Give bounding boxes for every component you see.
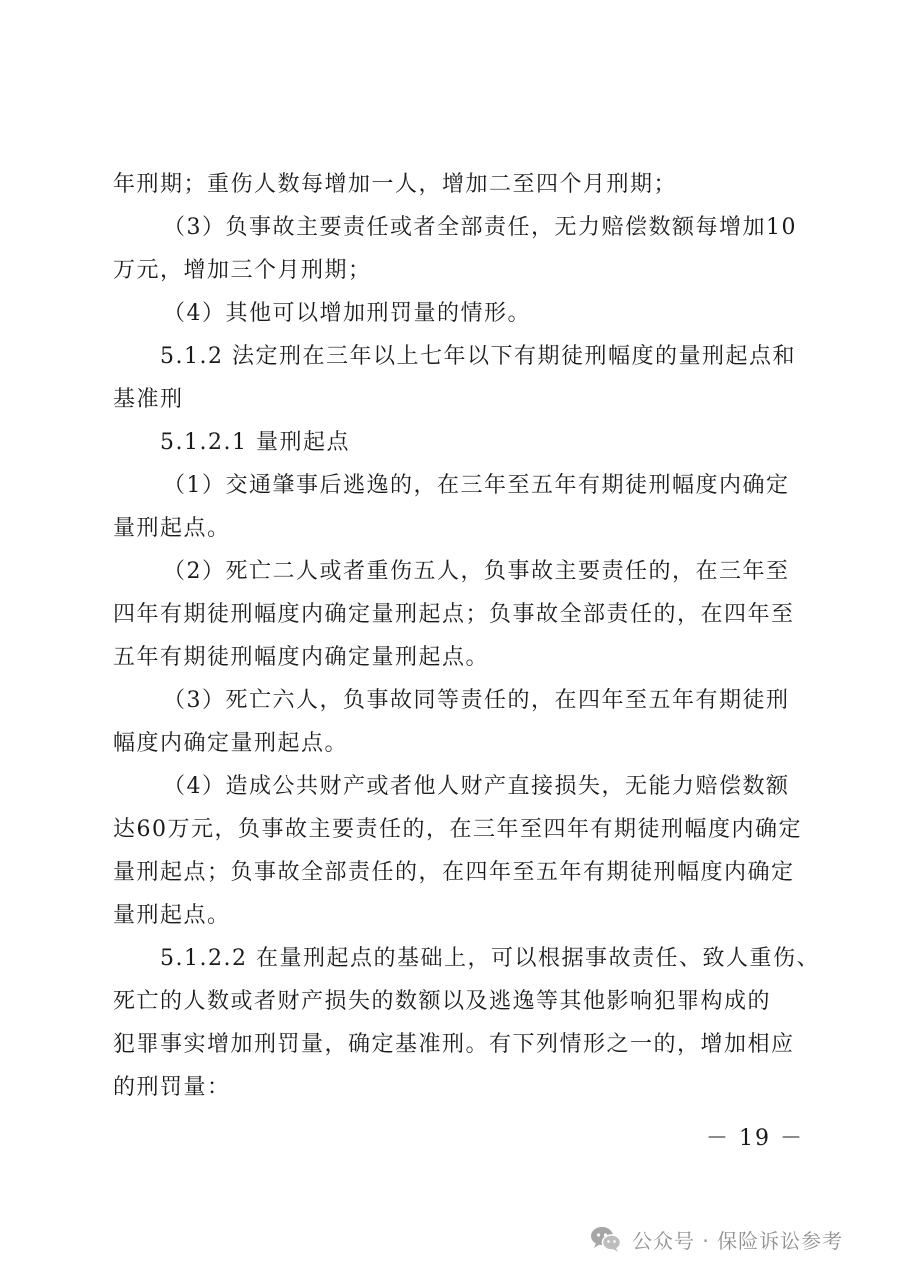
text-line: （2）死亡二人或者重伤五人，负事故主要责任的，在三年至 — [163, 559, 790, 584]
text-line: 量刑起点。 — [113, 516, 231, 541]
text-line: 犯罪事实增加刑罚量，确定基准刑。有下列情形之一的，增加相应 — [113, 1032, 795, 1057]
text-line: （3）死亡六人，负事故同等责任的，在四年至五年有期徒刑 — [163, 688, 790, 713]
text-line: （3）负事故主要责任或者全部责任，无力赔偿数额每增加10 — [163, 215, 797, 240]
text-line: 量刑起点；负事故全部责任的，在四年至五年有期徒刑幅度内确定 — [113, 860, 795, 885]
text-line: 基准刑 — [113, 387, 184, 412]
text-line: 的刑罚量： — [113, 1075, 231, 1100]
text-line: 死亡的人数或者财产损失的数额以及逃逸等其他影响犯罪构成的 — [113, 989, 772, 1014]
text-line: 年刑期；重伤人数每增加一人，增加二至四个月刑期； — [113, 172, 678, 197]
page-number: － 19 － — [706, 1126, 804, 1151]
text-line: 四年有期徒刑幅度内确定量刑起点；负事故全部责任的，在四年至 — [113, 602, 795, 627]
text-line: （1）交通肇事后逃逸的，在三年至五年有期徒刑幅度内确定 — [163, 473, 790, 498]
text-line: 量刑起点。 — [113, 903, 231, 928]
section-heading: 5.1.2 法定刑在三年以上七年以下有期徒刑幅度的量刑起点和 — [160, 344, 796, 369]
subsection-heading: 5.1.2.1 量刑起点 — [160, 430, 350, 455]
text-line: 万元，增加三个月刑期； — [113, 258, 372, 283]
wechat-icon — [590, 1225, 622, 1253]
text-line: （4）造成公共财产或者他人财产直接损失，无能力赔偿数额 — [163, 774, 790, 799]
text-line: 幅度内确定量刑起点。 — [113, 731, 349, 756]
watermark-text: 公众号 · 保险诉讼参考 — [632, 1228, 844, 1253]
text-line: 五年有期徒刑幅度内确定量刑起点。 — [113, 645, 490, 670]
text-line: 达60万元，负事故主要责任的，在三年至四年有期徒刑幅度内确定 — [113, 817, 802, 842]
watermark — [590, 1222, 843, 1256]
text-line: （4）其他可以增加刑罚量的情形。 — [163, 301, 531, 326]
subsection-heading: 5.1.2.2 在量刑起点的基础上，可以根据事故责任、致人重伤、 — [160, 946, 820, 971]
